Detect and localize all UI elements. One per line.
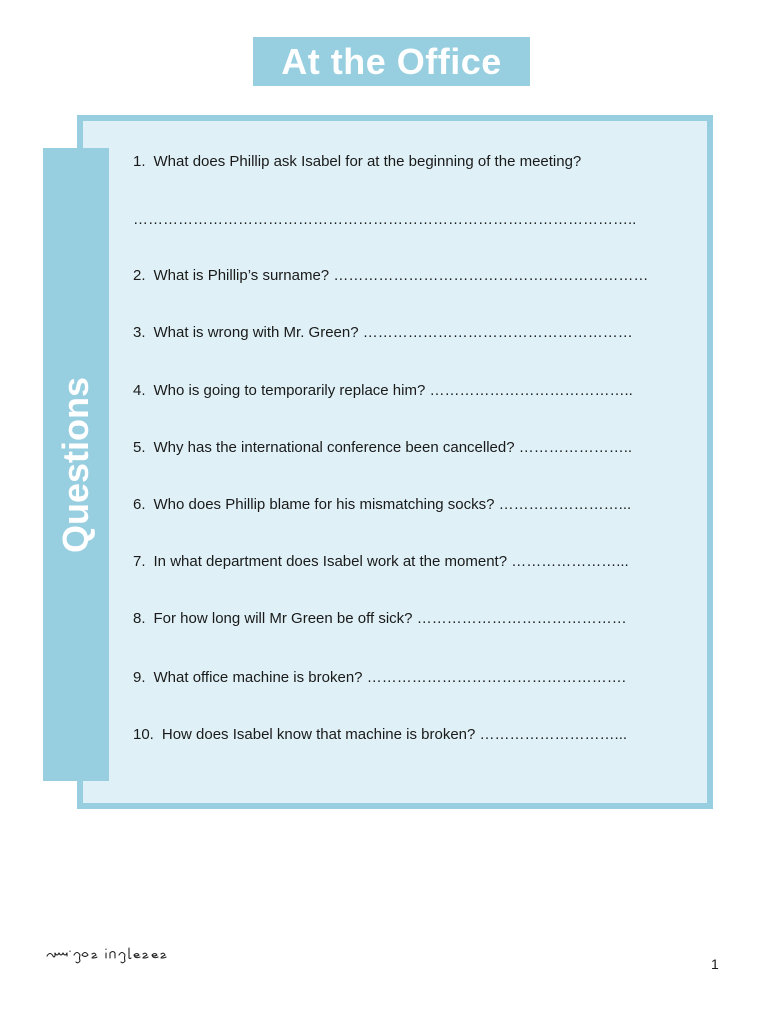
answer-dots: ……………………... (498, 496, 632, 513)
question-5 (133, 439, 698, 457)
question-text: What office machine is broken? (153, 669, 363, 686)
answer-dots: ……………………………………………………… (333, 267, 649, 284)
side-tab-label: Questions (55, 376, 96, 553)
question-number: 4. (133, 382, 146, 399)
question-text: What does Phillip ask Isabel for at the beginning of the meeting? (153, 153, 582, 170)
question-text: What is Phillip’s surname? (153, 267, 330, 284)
question-text: Who does Phillip blame for his mismatching socks? (153, 496, 495, 513)
question-7 (133, 553, 698, 571)
side-tab (43, 148, 109, 781)
answer-dots: ……………………………………………. (366, 669, 626, 686)
question-number: 2. (133, 267, 146, 284)
question-text: What is wrong with Mr. Green? (153, 324, 359, 341)
question-number: 9. (133, 669, 146, 686)
question-number: 8. (133, 610, 146, 627)
question-10 (133, 726, 698, 744)
question-text: In what department does Isabel work at the moment? (153, 553, 508, 570)
amigos-ingleses-logo (44, 938, 174, 968)
question-number: 3. (133, 324, 146, 341)
answer-dots: ………………………………….. (429, 382, 633, 399)
question-number: 7. (133, 553, 146, 570)
question-text: How does Isabel know that machine is broken? (161, 726, 476, 743)
question-text: Why has the international conference been cancelled? (153, 439, 515, 456)
question-8 (133, 610, 698, 628)
question-number: 5. (133, 439, 146, 456)
question-6 (133, 496, 698, 514)
answer-dots: …………………………………… (416, 610, 627, 627)
question-4 (133, 382, 698, 400)
question-2 (133, 267, 698, 285)
question-number: 6. (133, 496, 146, 513)
answer-line-1 (133, 211, 698, 229)
answer-dots: ……………………………………………………………………………………….. (133, 211, 637, 228)
question-text: Who is going to temporarily replace him? (153, 382, 426, 399)
question-number: 1. (133, 153, 146, 170)
answer-dots: ………………….. (518, 439, 633, 456)
question-9 (133, 669, 698, 687)
page-title: At the Office (281, 40, 502, 82)
question-3 (133, 324, 698, 342)
page-number: 1 (711, 956, 719, 972)
answer-dots: …………………... (511, 553, 629, 570)
question-1 (133, 153, 698, 171)
question-number: 10. (133, 726, 154, 743)
question-text: For how long will Mr Green be off sick? (153, 610, 413, 627)
answer-dots: ………………………... (479, 726, 628, 743)
title-banner (253, 37, 530, 86)
answer-dots: ……………………………………………… (362, 324, 633, 341)
